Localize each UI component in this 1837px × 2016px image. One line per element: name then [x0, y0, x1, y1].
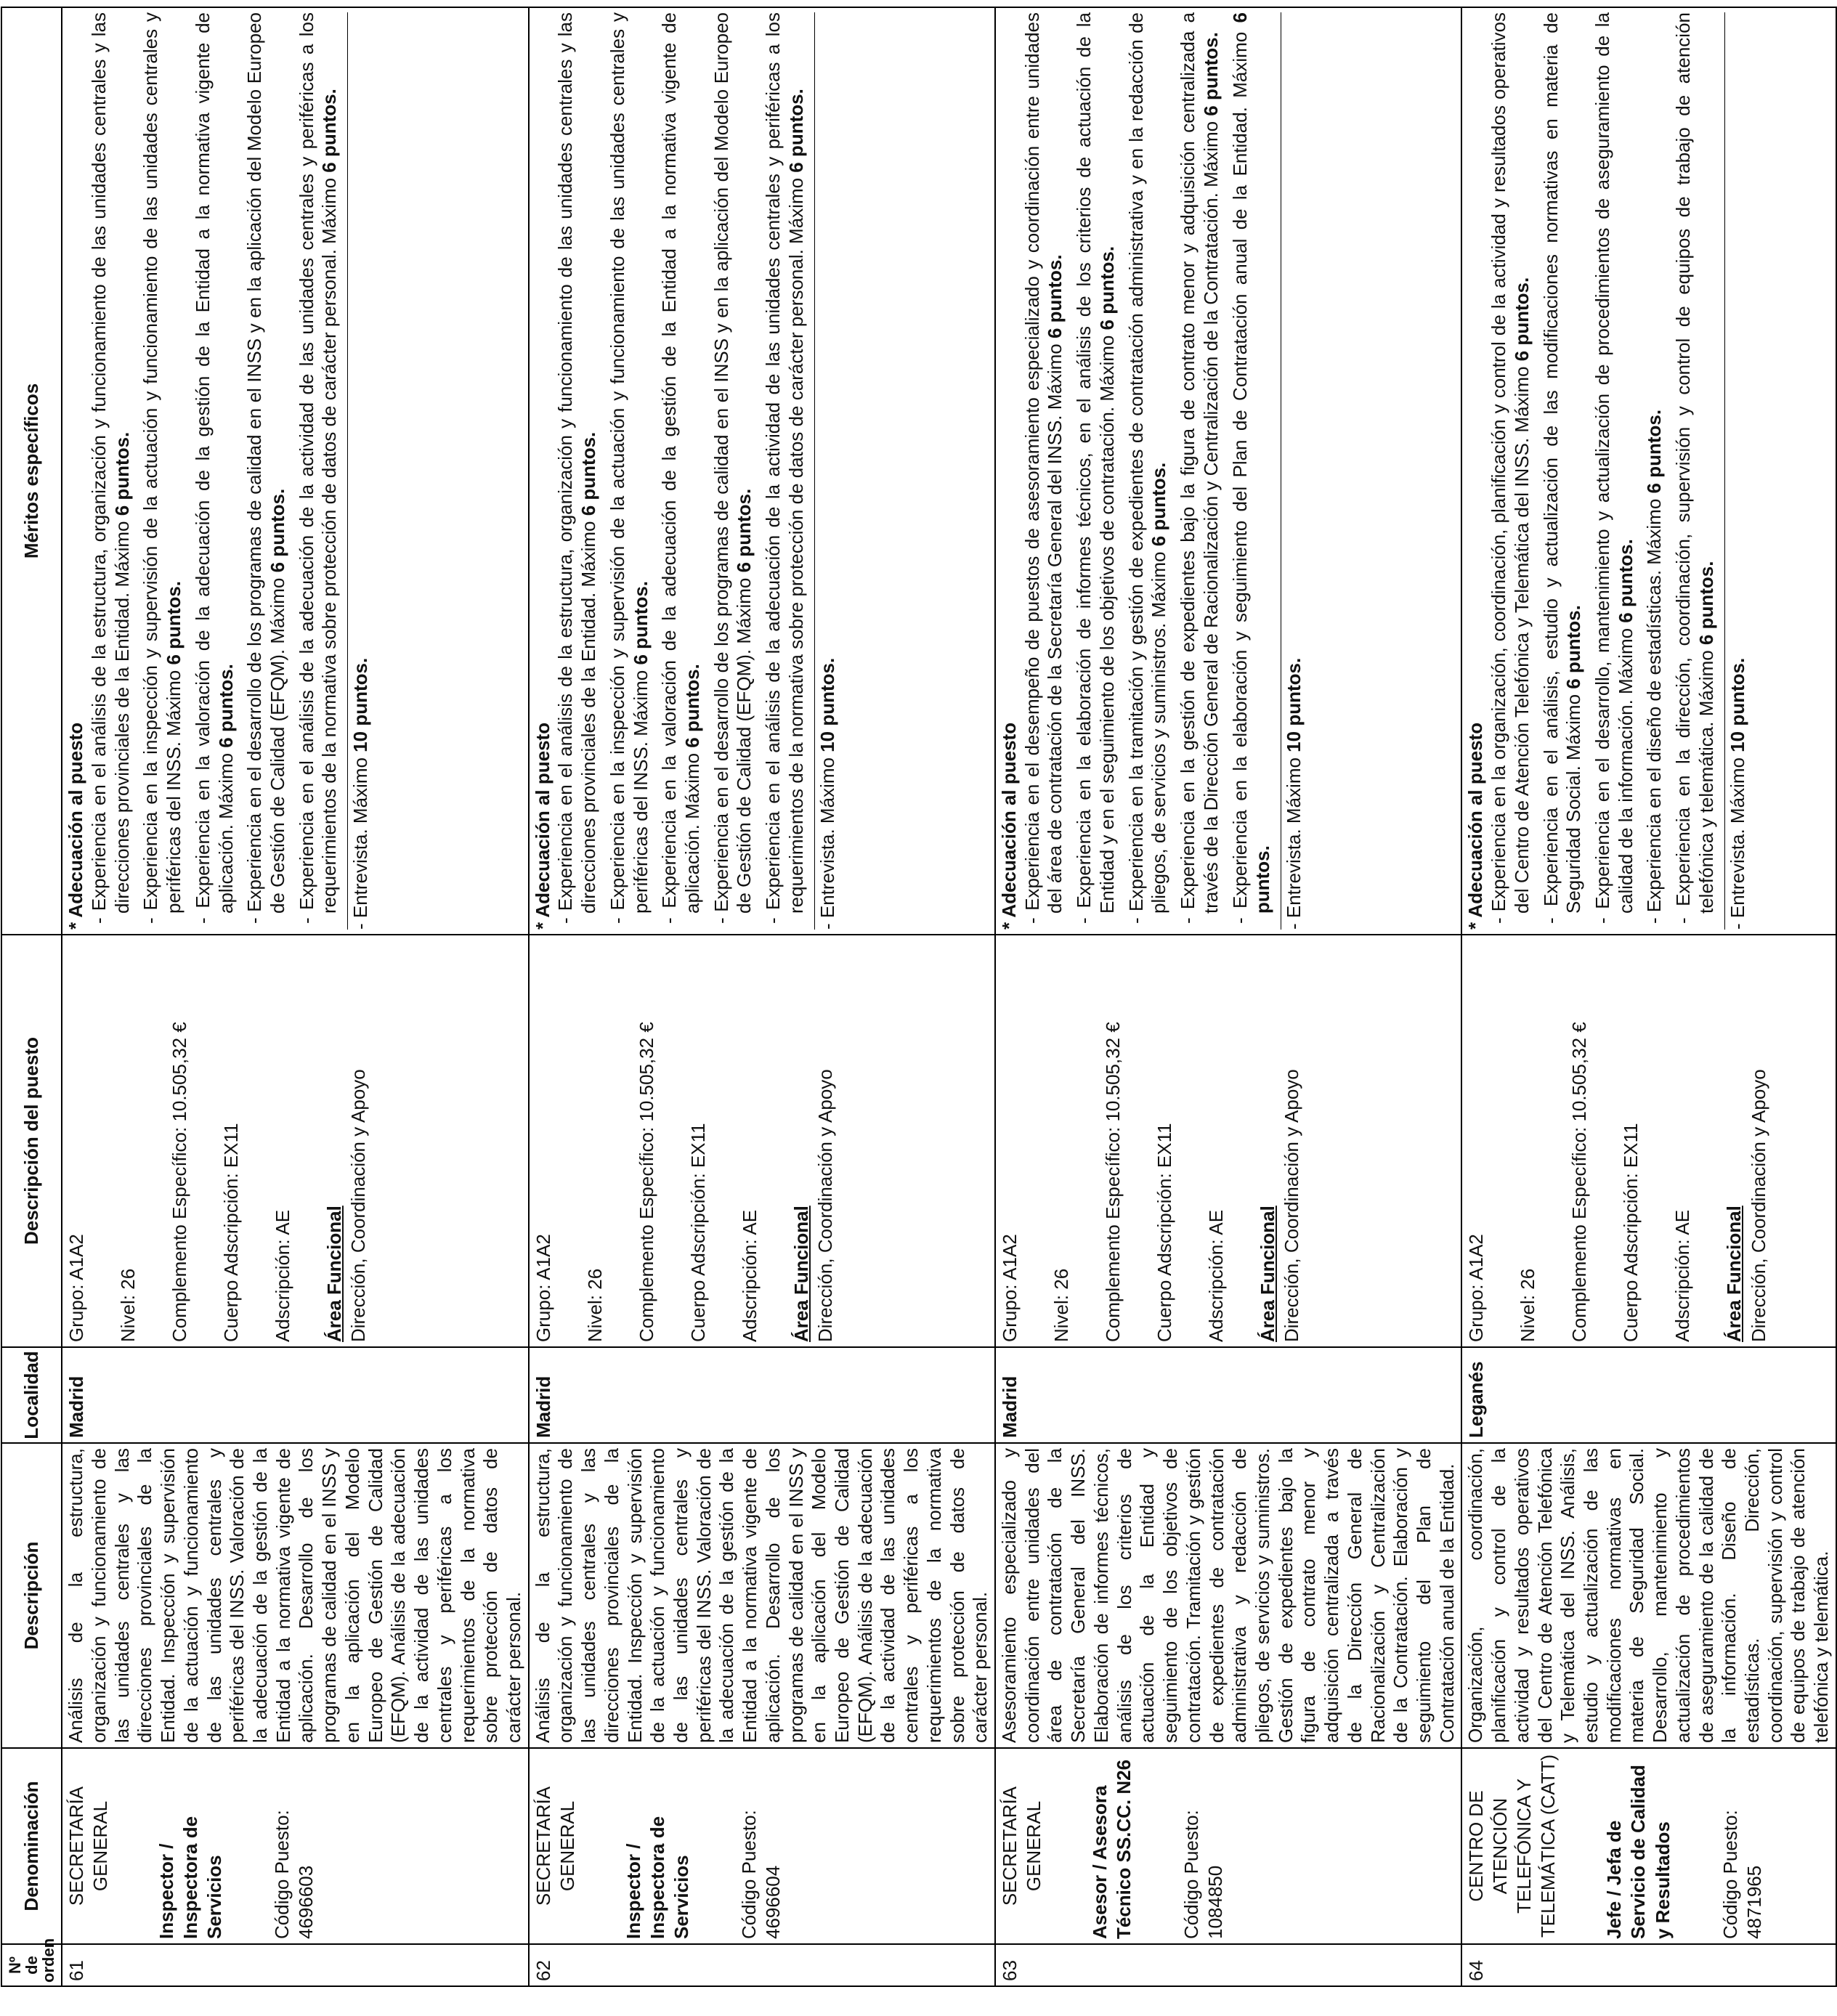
area-funcional [790, 940, 838, 1342]
area-text: Dirección, Coordinación y Apoyo [814, 1069, 836, 1342]
area-title: Área Funcional [1723, 1206, 1745, 1342]
entrevista-text: - Entrevista. Máximo [349, 752, 372, 930]
locality-text: Madrid [999, 1375, 1021, 1438]
adscripcion-text: Adscripción: AE [738, 1209, 761, 1342]
entrevista-item [347, 12, 373, 930]
merit-text: - Experiencia en el desempeño de puestos de asesoramiento especializado y coordinación entre unidades del área de contratación de la Secretaría General del INSS. Máximo [1021, 12, 1066, 924]
merit-points: 6 puntos. [733, 488, 755, 573]
locality-text: Leganés [1465, 1361, 1488, 1438]
merit-text: - Experiencia en la valoración de la adecuación de la gestión de la Entidad a la normativa vigente de aplicación. Máximo [658, 12, 703, 924]
merit-text: - Experiencia en la inspección y supervisión de la actuación y funcionamiento de las unidades centrales y periféricas del INSS. Máximo [606, 12, 652, 924]
description-text: Asesoramiento especializado y coordinación entre unidades del área de contratación de la Secretaría General del INSS. Elaboración de informes técnicos, análisis de los criterios de actuación de la Entidad y seguimiento de los objetivos de contratación. Tramitación y gestión de expedientes de contratación administrativa y redacción de pliegos, de servicios y suministros. Gestión de expedientes bajo la figura de contrato menor y adquisición centralizada a través de la Dirección General de Racionalización y Centralización de la Contratación. Elaboración y seguimiento del Plan de Contratación anual de la Entidad. [998, 1448, 1458, 1743]
unit-name: SECRETARÍA GENERAL [532, 1786, 578, 1906]
entrevista-item [1281, 12, 1306, 930]
cuerpo-text: Cuerpo Adscripción: EX11 [686, 1123, 709, 1342]
merit-text: - Experiencia en la organización, coordinación, planificación y control de la actividad y resultados operativos del Centro de Atención Telefónica y Telemática del INSS. Máximo [1488, 12, 1533, 924]
merit-points: 6 puntos. [267, 488, 289, 573]
merit-text: - Experiencia en el desarrollo, mantenimiento y actualización de procedimientos de aseguramiento de la calidad de la información. Máximo [1591, 12, 1637, 924]
merit-points: 6 puntos. [577, 431, 600, 516]
order-cell [62, 1944, 528, 1986]
header-descripcion: Descripción [1, 1443, 62, 1748]
job-title: Asesor / Asesora Técnico SS.CC. N26 [1089, 1759, 1135, 1939]
merit-text: - Experiencia en la tramitación y gestión de expedientes de contratación administrativa y en la redacción de pliegos, de servicios y suministros. Máximo [1124, 12, 1170, 924]
grupo-text: Grupo: A1A2 [1465, 1234, 1488, 1342]
merit-points: 6 puntos. [1044, 254, 1066, 339]
meritos-cell [995, 7, 1461, 935]
merit-item [139, 12, 185, 930]
area-title: Área Funcional [790, 1206, 812, 1342]
puesto-cell [1461, 935, 1836, 1347]
merit-text: - Experiencia en el análisis, estudio y actualización de las modificaciones normativas en materia de Seguridad Social. Máximo [1539, 12, 1585, 924]
locality-text: Madrid [65, 1375, 88, 1438]
merit-item [296, 12, 341, 930]
merit-points: 6 puntos. [1199, 32, 1222, 116]
job-title: Inspector / Inspectora de Servicios [622, 1816, 692, 1939]
merit-text: - Experiencia en la valoración de la adecuación de la gestión de la Entidad a la normativa vigente de aplicación. Máximo [191, 12, 237, 924]
merit-item [762, 12, 808, 930]
area-funcional [1256, 940, 1304, 1342]
denominacion-cell [1461, 1748, 1836, 1944]
description-cell [1461, 1443, 1836, 1748]
merits-list [88, 12, 341, 930]
merits-list [554, 12, 808, 930]
order-number: 63 [999, 1960, 1021, 1981]
merit-points: 6 puntos. [1148, 462, 1170, 547]
description-cell [995, 1443, 1461, 1748]
merit-text: - Experiencia en la inspección y supervisión de la actuación y funcionamiento de las unidades centrales y periféricas del INSS. Máximo [139, 12, 185, 924]
nivel-text: Nivel: 26 [1517, 1268, 1539, 1342]
merits-heading: * Adecuación al puesto [1464, 722, 1487, 930]
positions-table [1, 7, 1837, 1987]
entrevista-points: 10 puntos. [349, 657, 372, 752]
description-cell [529, 1443, 995, 1748]
locality-cell [62, 1347, 528, 1443]
entrevista-item [1724, 12, 1750, 930]
position-code: Código Puesto: 4696604 [737, 1810, 784, 1939]
merit-points: 6 puntos. [214, 664, 237, 748]
adscripcion-text: Adscripción: AE [272, 1209, 294, 1342]
locality-text: Madrid [532, 1375, 554, 1438]
locality-cell [995, 1347, 1461, 1443]
position-code: Código Puesto: 1084850 [1180, 1810, 1227, 1939]
merit-points: 6 puntos. [1643, 409, 1666, 494]
merit-points: 6 puntos. [318, 89, 341, 173]
grupo-text: Grupo: A1A2 [999, 1234, 1021, 1342]
header-order: Nº de orden [1, 1944, 62, 1986]
merit-text: - Experiencia en el análisis de la adecuación de la actividad de las unidades centrales y periféricas a los requerimientos de la normativa sobre protección de datos de carácter personal. Máximo [762, 12, 807, 924]
description-text: Organización, coordinación, planificación y control de la actividad y resultados operativos del Centro de Atención Telefónica y Telemática del INSS. Análisis, estudio y actualización de las modificaciones normativas en materia de Seguridad Social. Desarrollo, mantenimiento y actualización de procedimientos de aseguramiento de la calidad de la información. Diseño de estadísticas. Dirección, coordinación, supervisión y control de equipos de trabajo de atención telefónica y telemática. [1464, 1448, 1833, 1743]
area-funcional [323, 940, 370, 1342]
header-puesto: Descripción del puesto [1, 935, 62, 1347]
merit-item [710, 12, 756, 930]
header-localidad: Localidad [1, 1347, 62, 1443]
area-title: Área Funcional [323, 1206, 346, 1342]
entrevista-text: - Entrevista. Máximo [1282, 752, 1305, 930]
merit-item [1540, 12, 1586, 930]
entrevista-item [814, 12, 840, 930]
adscripcion-text: Adscripción: AE [1205, 1209, 1228, 1342]
merit-item [1125, 12, 1171, 930]
description-text: Análisis de la estructura, organización y funcionamiento de las unidades centrales y las direcciones provinciales de la Entidad. Inspección y supervisión de la actuación y funcionamiento de las unidades centrales y periféricas del INSS. Valoración de la adecuación de la gestión de la Entidad a la normativa vigente de aplicación. Desarrollo de los programas de calidad en el INSS y en la aplicación del Modelo Europeo de Gestión de Calidad (EFQM). Análisis de la adecuación de la actividad de las unidades centrales y periféricas a los requerimientos de la normativa sobre protección de datos de carácter personal. [65, 1448, 524, 1743]
meritos-cell [1461, 7, 1836, 935]
merit-item [243, 12, 289, 930]
cuerpo-text: Cuerpo Adscripción: EX11 [1153, 1123, 1176, 1342]
merit-item [554, 12, 600, 930]
area-text: Dirección, Coordinación y Apoyo [1747, 1069, 1769, 1342]
merit-points: 6 puntos. [681, 664, 703, 748]
merits-heading: * Adecuación al puesto [65, 722, 87, 930]
merit-text: - Experiencia en el desarrollo de los programas de calidad en el INSS y en la aplicación del Modelo Europeo de Gestión de Calidad (EFQM). Máximo [243, 12, 289, 924]
order-cell [995, 1944, 1461, 1986]
area-title: Área Funcional [1257, 1206, 1279, 1342]
nivel-text: Nivel: 26 [583, 1268, 606, 1342]
merit-points: 6 puntos. [1510, 277, 1533, 362]
table-row [995, 7, 1461, 1986]
area-text: Dirección, Coordinación y Apoyo [1281, 1069, 1303, 1342]
area-text: Dirección, Coordinación y Apoyo [347, 1069, 370, 1342]
header-denominacion: Denominación [1, 1748, 62, 1944]
merit-item [1488, 12, 1533, 930]
merit-item [1591, 12, 1637, 930]
puesto-cell [995, 935, 1461, 1347]
grupo-text: Grupo: A1A2 [65, 1234, 88, 1342]
nivel-text: Nivel: 26 [117, 1268, 139, 1342]
merit-item [607, 12, 652, 930]
merit-points: 6 puntos. [629, 580, 652, 665]
merit-item [1073, 12, 1119, 930]
merit-points: 6 puntos. [1095, 245, 1118, 330]
puesto-cell [529, 935, 995, 1347]
merit-text: - Experiencia en el análisis de la estructura, organización y funcionamiento de las unidades centrales y las direcciones provinciales de la Entidad. Máximo [88, 12, 133, 924]
unit-name: SECRETARÍA GENERAL [999, 1786, 1045, 1906]
merit-item [192, 12, 238, 930]
merits-list [1021, 12, 1275, 930]
merit-item [1229, 12, 1275, 930]
merit-item [1021, 12, 1067, 930]
nivel-text: Nivel: 26 [1050, 1268, 1073, 1342]
position-code: Código Puesto: 4696603 [271, 1810, 317, 1939]
meritos-cell [529, 7, 995, 935]
merit-text: - Experiencia en el diseño de estadísticas. Máximo [1643, 493, 1666, 924]
merit-text: - Experiencia en la elaboración y seguimiento del Plan de Contratación anual de la Entidad. Máximo [1228, 23, 1251, 924]
unit-name: SECRETARÍA GENERAL [65, 1786, 112, 1906]
merits-heading: * Adecuación al puesto [998, 722, 1021, 930]
locality-cell [529, 1347, 995, 1443]
adscripcion-text: Adscripción: AE [1671, 1209, 1694, 1342]
merit-points: 6 puntos. [1695, 561, 1717, 646]
locality-cell [1461, 1347, 1836, 1443]
merit-points: 6 puntos. [1562, 605, 1585, 689]
merit-points: 6 puntos. [163, 580, 185, 665]
description-cell [62, 1443, 528, 1748]
denominacion-cell [995, 1748, 1461, 1944]
merit-text: - Experiencia en el análisis de la estructura, organización y funcionamiento de las unidades centrales y las direcciones provinciales de la Entidad. Máximo [554, 12, 600, 924]
job-title: Inspector / Inspectora de Servicios [155, 1816, 226, 1939]
merit-text: - Experiencia en la gestión de expedientes bajo la figura de contrato menor y adquisición centralizada a través de la Dirección General de Racionalización y Centralización de la Contratación. Máximo [1177, 12, 1222, 924]
unit-name: CENTRO DE ATENCIÓN TELEFÓNICA Y TELEMÁTICA (CATT) [1465, 1754, 1560, 1938]
complemento-text: Complemento Específico: 10.505,32 € [169, 1022, 191, 1342]
merit-points: 6 puntos. [1228, 12, 1274, 914]
entrevista-text: - Entrevista. Máximo [816, 752, 838, 930]
cuerpo-text: Cuerpo Adscripción: EX11 [1620, 1123, 1642, 1342]
merit-text: - Experiencia en el desarrollo de los programas de calidad en el INSS y en la aplicación del Modelo Europeo de Gestión de Calidad (EFQM). Máximo [710, 12, 755, 924]
order-number: 61 [65, 1960, 88, 1981]
area-funcional [1722, 940, 1770, 1342]
order-cell [1461, 1944, 1836, 1986]
merit-points: 6 puntos. [110, 431, 133, 516]
table-row [1461, 7, 1836, 1986]
complemento-text: Complemento Específico: 10.505,32 € [635, 1022, 657, 1342]
description-text: Análisis de la estructura, organización y funcionamiento de las unidades centrales y las direcciones provinciales de la Entidad. Inspección y supervisión de la actuación y funcionamiento de las unidades centrales y periféricas del INSS. Valoración de la adecuación de la gestión de la Entidad a la normativa vigente de aplicación. Desarrollo de los programas de calidad en el INSS y en la aplicación del Modelo Europeo de Gestión de Calidad (EFQM). Análisis de la adecuación de la actividad de las unidades centrales y periféricas a los requerimientos de la normativa sobre protección de datos de carácter personal. [531, 1448, 992, 1743]
table-row [62, 7, 528, 1986]
table-header-row [1, 7, 62, 1986]
merits-heading: * Adecuación al puesto [531, 722, 553, 930]
table-row [529, 7, 995, 1986]
complemento-text: Complemento Específico: 10.505,32 € [1568, 1022, 1591, 1342]
order-number: 62 [532, 1960, 554, 1981]
position-code: Código Puesto: 4871965 [1719, 1810, 1765, 1939]
denominacion-cell [529, 1748, 995, 1944]
grupo-text: Grupo: A1A2 [532, 1234, 554, 1342]
merits-list [1488, 12, 1718, 930]
order-cell [529, 1944, 995, 1986]
job-title: Jefe / Jefa de Servicio de Calidad y Resultados [1603, 1765, 1674, 1939]
denominacion-cell [62, 1748, 528, 1944]
merit-text: - Experiencia en la elaboración de informes técnicos, en el análisis de los criterios de actuación de la Entidad y en el seguimiento de los objetivos de contratación. Máximo [1073, 12, 1118, 924]
merit-points: 6 puntos. [784, 89, 807, 173]
merit-item [658, 12, 704, 930]
puesto-cell [62, 935, 528, 1347]
entrevista-text: - Entrevista. Máximo [1726, 752, 1748, 930]
merit-item [1177, 12, 1222, 930]
entrevista-points: 10 puntos. [816, 657, 838, 752]
cuerpo-text: Cuerpo Adscripción: EX11 [220, 1123, 243, 1342]
document-page [1, 0, 1833, 1987]
merit-points: 6 puntos. [1614, 539, 1637, 623]
table-body [62, 7, 1836, 1986]
header-meritos: Méritos específicos [1, 7, 62, 935]
merit-text: - Experiencia en el análisis de la adecuación de la actividad de las unidades centrales y periféricas a los requerimientos de la normativa sobre protección de datos de carácter personal. Máximo [295, 12, 341, 924]
entrevista-points: 10 puntos. [1282, 657, 1305, 752]
meritos-cell [62, 7, 528, 935]
order-number: 64 [1465, 1960, 1488, 1981]
complemento-text: Complemento Específico: 10.505,32 € [1102, 1022, 1124, 1342]
entrevista-points: 10 puntos. [1726, 657, 1748, 752]
merit-text: - Experiencia en la dirección, coordinación, supervisión y control de equipos de trabajo de atención telefónica y telemática. Máximo [1672, 12, 1717, 924]
merit-item [88, 12, 134, 930]
merit-item [1643, 12, 1666, 930]
merit-item [1672, 12, 1718, 930]
